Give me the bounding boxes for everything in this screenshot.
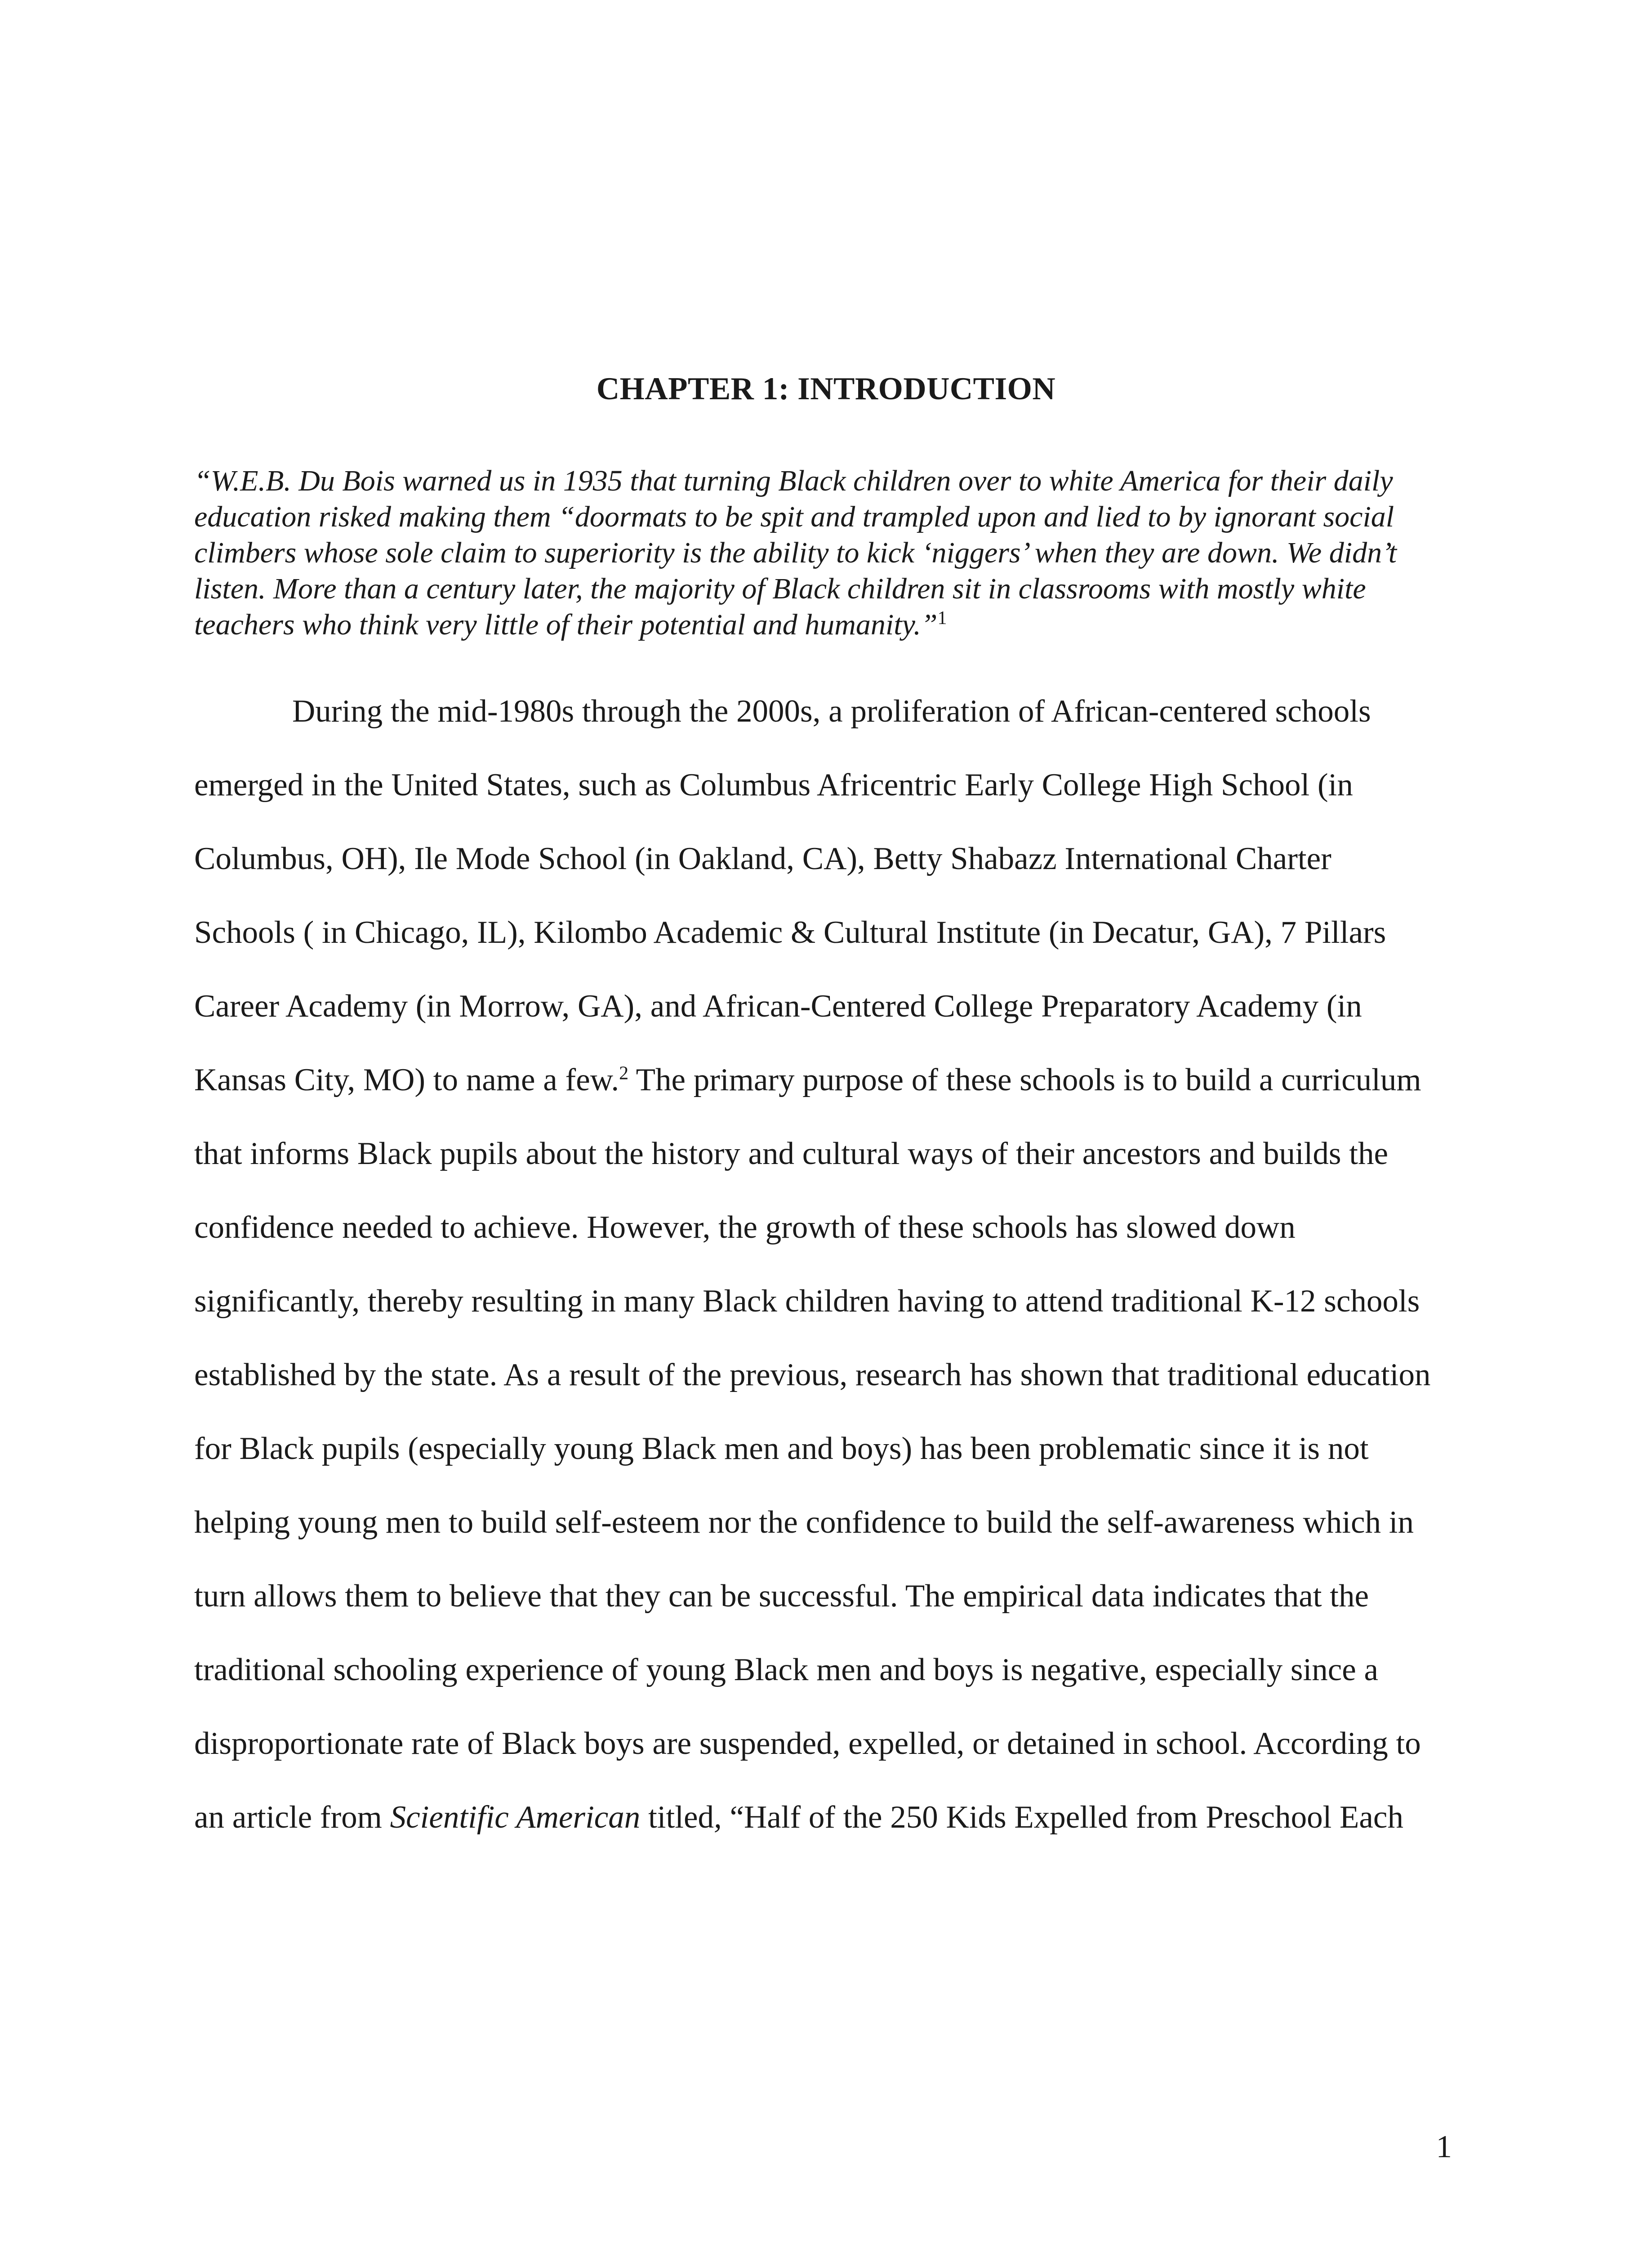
body-line: disproportionate rate of Black boys are suspended, expelled, or detained in school. According to (194, 1726, 1421, 1761)
body-line-text: titled (640, 1800, 714, 1835)
body-line: emerged in the United States, such as Columbus Africentric Early College High School (in (194, 767, 1353, 803)
footnote-ref-1[interactable]: 1 (937, 608, 947, 629)
publication-title: Scientific American (390, 1800, 641, 1835)
epigraph-quote (194, 463, 1408, 643)
body-line: traditional schooling experience of young Black men and boys is negative, especially since a (194, 1652, 1379, 1687)
epigraph-line-last (194, 607, 1408, 643)
body-line-with-title (194, 1780, 1453, 1854)
body-line-with-footnote (194, 1043, 1453, 1117)
epigraph-line-text: teachers who think very little of their potential and humanity.” (194, 608, 938, 641)
body-line-text: Kansas City, MO) to name a few. (194, 1062, 619, 1097)
body-line-text: “Half of the 250 Kids Expelled from Preschool Each (721, 1800, 1403, 1835)
body-line-text: an article from (194, 1800, 390, 1835)
body-line: turn allows them to believe that they can be successful. The empirical data indicates that the (194, 1579, 1369, 1614)
body-line: Career Academy (in Morrow, GA), and African-Centered College Preparatory Academy (in (194, 989, 1362, 1024)
epigraph-line: “W.E.B. Du Bois warned us in 1935 that turning Black children over to white America for their daily (194, 464, 1393, 497)
body-line: that informs Black pupils about the history and cultural ways of their ancestors and builds the (194, 1136, 1389, 1171)
chapter-title: CHAPTER 1: INTRODUCTION (596, 371, 1056, 406)
body-line: for Black pupils (especially young Black men and boys) has been problematic since it is not (194, 1431, 1369, 1466)
epigraph-line: climbers whose sole claim to superiority is the ability to kick ‘niggers’ when they are down. We didn’t (194, 536, 1397, 569)
body-line: established by the state. As a result of the previous, research has shown that traditional education (194, 1357, 1431, 1392)
body-line: confidence needed to achieve. However, the growth of these schools has slowed down (194, 1210, 1296, 1245)
body-line: helping young men to build self-esteem nor the confidence to build the self-awareness which in (194, 1505, 1414, 1540)
body-line: Columbus, OH), Ile Mode School (in Oakland, CA), Betty Shabazz International Charter (194, 841, 1331, 876)
epigraph-line: listen. More than a century later, the majority of Black children sit in classrooms with mostly white (194, 572, 1366, 605)
body-line: During the mid-1980s through the 2000s, a proliferation of African-centered schools (292, 694, 1371, 729)
epigraph-line: education risked making them “doormats to be spit and trampled upon and lied to by ignorant social (194, 500, 1394, 533)
body-line: Schools ( in Chicago, IL), Kilombo Academic & Cultural Institute (in Decatur, GA), 7 Pillars (194, 915, 1386, 950)
body-line: significantly, thereby resulting in many Black children having to attend traditional K-12 schools (194, 1284, 1420, 1319)
body-paragraph (194, 674, 1453, 1854)
page-number: 1 (1436, 2129, 1452, 2164)
footnote-ref-2[interactable]: 2 (619, 1063, 629, 1084)
body-line-text: The primary purpose of these schools is to build a curriculum (628, 1062, 1421, 1097)
italic-comma: , (713, 1800, 722, 1835)
